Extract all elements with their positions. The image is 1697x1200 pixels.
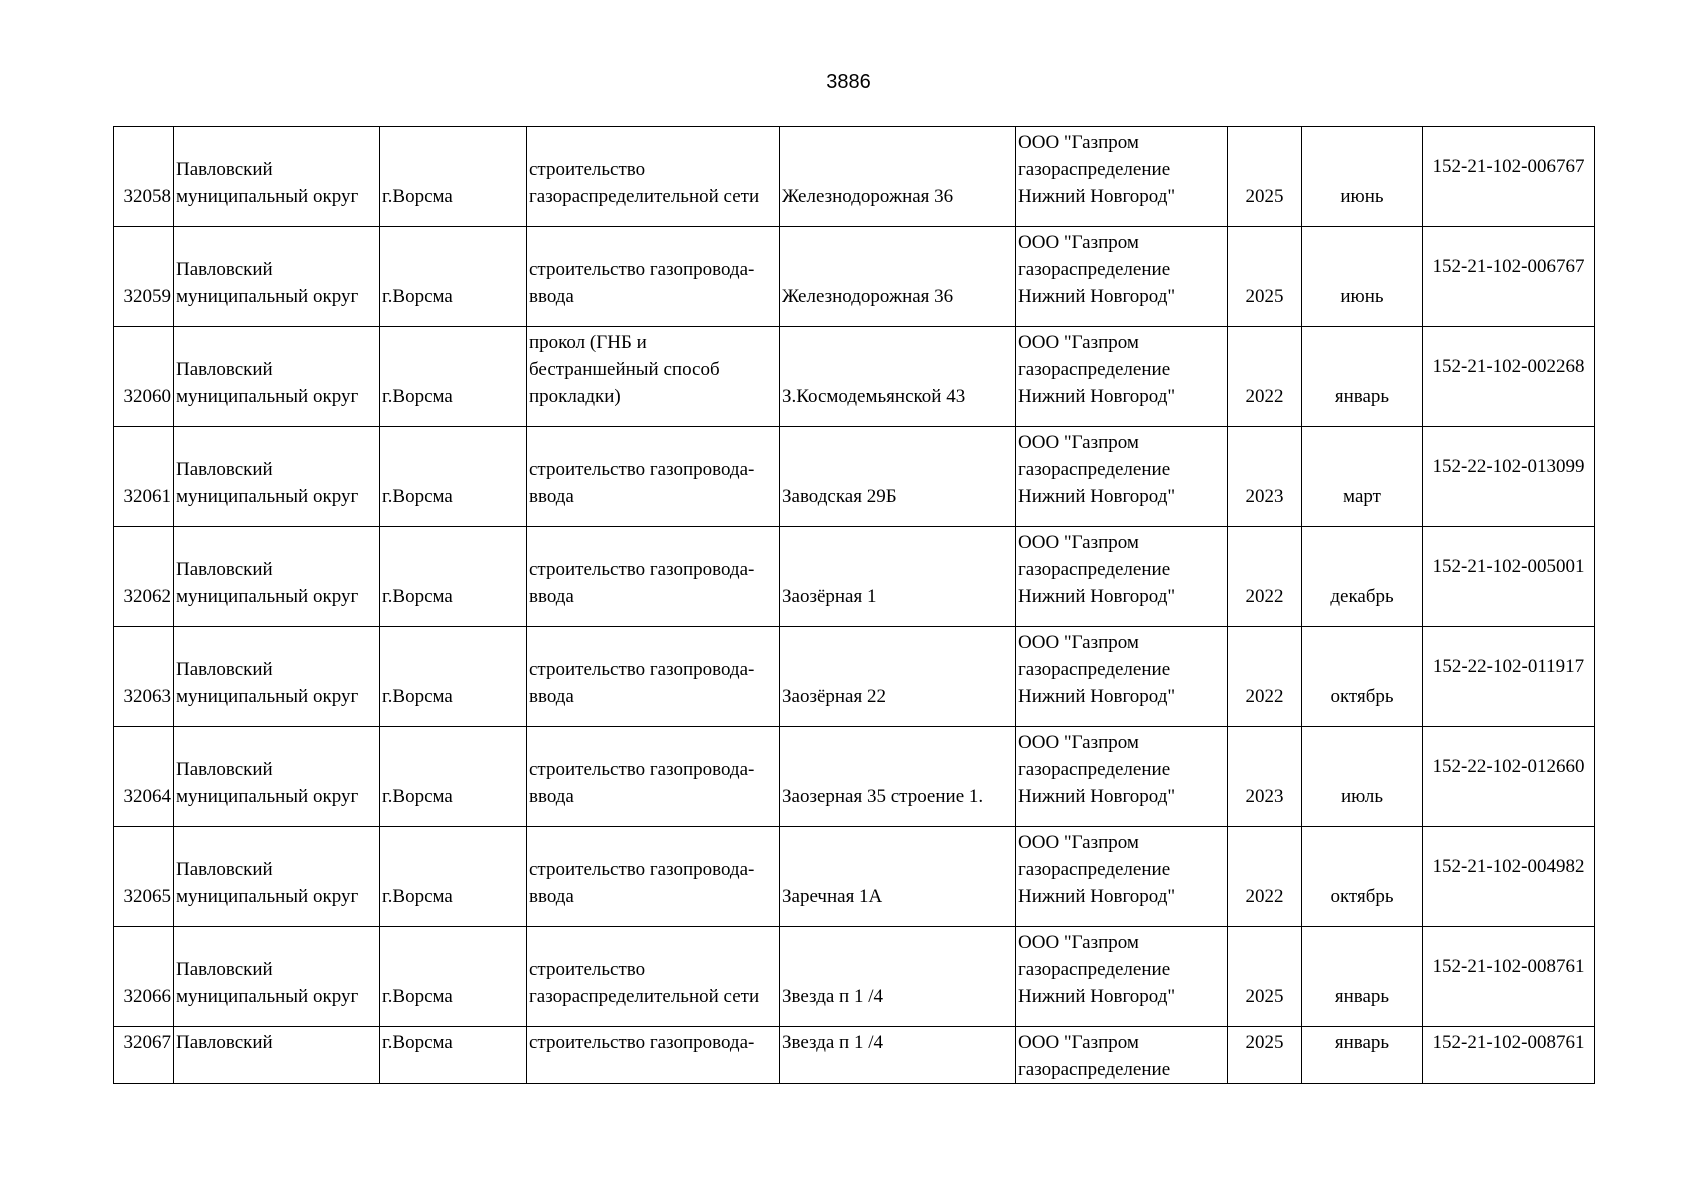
organization-cell-line: газораспределение — [1018, 359, 1171, 380]
code-cell: 152-21-102-006767 — [1423, 127, 1595, 227]
work-type-cell-line: бестраншейный способ — [529, 359, 720, 380]
organization-cell — [1016, 1027, 1228, 1084]
table-row — [114, 327, 1595, 427]
organization-cell-line: ООО "Газпром — [1018, 432, 1139, 453]
work-type-cell-line: строительство газопровода- — [529, 759, 755, 780]
registry-table — [113, 126, 1595, 1084]
settlement-cell: г.Ворсма — [380, 1027, 527, 1084]
address-cell: Заозёрная 22 — [780, 627, 1016, 727]
code-cell: 152-21-102-005001 — [1423, 527, 1595, 627]
district-cell: Павловский муниципальный округ — [174, 627, 380, 727]
work-type-cell — [527, 227, 780, 327]
district-cell: Павловский муниципальный округ — [174, 727, 380, 827]
address-cell: Заозерная 35 строение 1. — [780, 727, 1016, 827]
table-row — [114, 127, 1595, 227]
organization-cell — [1016, 327, 1228, 427]
work-type-cell-line: строительство газопровода- — [529, 259, 755, 280]
table-row — [114, 827, 1595, 927]
row-number-cell: 32067 — [114, 1027, 174, 1084]
work-type-cell-line: строительство — [529, 159, 646, 180]
month-cell: июль — [1302, 727, 1423, 827]
organization-cell-line: ООО "Газпром — [1018, 732, 1139, 753]
work-type-cell-line: ввода — [529, 586, 574, 607]
code-cell: 152-21-102-002268 — [1423, 327, 1595, 427]
registry-body — [114, 127, 1595, 1084]
organization-cell-line: ООО "Газпром — [1018, 532, 1139, 553]
code-cell: 152-21-102-004982 — [1423, 827, 1595, 927]
year-cell: 2023 — [1228, 427, 1302, 527]
organization-cell-line: ООО "Газпром — [1018, 632, 1139, 653]
code-cell: 152-22-102-011917 — [1423, 627, 1595, 727]
organization-cell-line: газораспределение — [1018, 1059, 1171, 1080]
year-cell: 2025 — [1228, 227, 1302, 327]
table-row — [114, 927, 1595, 1027]
work-type-cell — [527, 527, 780, 627]
code-cell: 152-21-102-008761 — [1423, 927, 1595, 1027]
organization-cell — [1016, 427, 1228, 527]
row-number-cell: 32062 — [114, 527, 174, 627]
table-row — [114, 1027, 1595, 1084]
settlement-cell: г.Ворсма — [380, 727, 527, 827]
organization-cell-line: газораспределение — [1018, 759, 1171, 780]
organization-cell-line: ООО "Газпром — [1018, 232, 1139, 253]
year-cell: 2022 — [1228, 627, 1302, 727]
work-type-cell-line: прокол (ГНБ и — [529, 332, 647, 353]
work-type-cell-line: строительство газопровода- — [529, 659, 755, 680]
work-type-cell-line: газораспределительной сети — [529, 186, 760, 207]
work-type-cell-line: строительство газопровода- — [529, 859, 755, 880]
settlement-cell: г.Ворсма — [380, 827, 527, 927]
organization-cell-line: Нижний Новгород" — [1018, 486, 1176, 507]
organization-cell — [1016, 227, 1228, 327]
organization-cell — [1016, 627, 1228, 727]
year-cell: 2025 — [1228, 127, 1302, 227]
settlement-cell: г.Ворсма — [380, 527, 527, 627]
row-number-cell: 32063 — [114, 627, 174, 727]
row-number-cell: 32061 — [114, 427, 174, 527]
table-row — [114, 227, 1595, 327]
district-cell: Павловский муниципальный округ — [174, 927, 380, 1027]
work-type-cell-line: ввода — [529, 886, 574, 907]
organization-cell-line: Нижний Новгород" — [1018, 186, 1176, 207]
month-cell: январь — [1302, 327, 1423, 427]
work-type-cell-line: строительство — [529, 959, 646, 980]
table-row — [114, 527, 1595, 627]
month-cell: декабрь — [1302, 527, 1423, 627]
settlement-cell: г.Ворсма — [380, 927, 527, 1027]
settlement-cell: г.Ворсма — [380, 327, 527, 427]
year-cell: 2022 — [1228, 827, 1302, 927]
organization-cell-line: Нижний Новгород" — [1018, 786, 1176, 807]
organization-cell-line: Нижний Новгород" — [1018, 586, 1176, 607]
organization-cell-line: ООО "Газпром — [1018, 332, 1139, 353]
organization-cell-line: Нижний Новгород" — [1018, 886, 1176, 907]
month-cell: январь — [1302, 927, 1423, 1027]
work-type-cell — [527, 727, 780, 827]
work-type-cell — [527, 327, 780, 427]
table-row — [114, 627, 1595, 727]
row-number-cell: 32058 — [114, 127, 174, 227]
month-cell: октябрь — [1302, 627, 1423, 727]
work-type-cell-line: строительство газопровода- — [529, 1032, 755, 1053]
organization-cell-line: газораспределение — [1018, 659, 1171, 680]
work-type-cell-line: ввода — [529, 686, 574, 707]
work-type-cell — [527, 427, 780, 527]
page-number: 3886 — [826, 71, 871, 93]
work-type-cell — [527, 927, 780, 1027]
organization-cell-line: Нижний Новгород" — [1018, 386, 1176, 407]
month-cell: июнь — [1302, 227, 1423, 327]
table-row — [114, 427, 1595, 527]
organization-cell-line: ООО "Газпром — [1018, 132, 1139, 153]
settlement-cell: г.Ворсма — [380, 227, 527, 327]
district-cell: Павловский — [174, 1027, 380, 1084]
address-cell: Заозёрная 1 — [780, 527, 1016, 627]
year-cell: 2025 — [1228, 927, 1302, 1027]
month-cell: октябрь — [1302, 827, 1423, 927]
organization-cell — [1016, 127, 1228, 227]
organization-cell-line: газораспределение — [1018, 259, 1171, 280]
organization-cell-line: Нижний Новгород" — [1018, 686, 1176, 707]
district-cell: Павловский муниципальный округ — [174, 527, 380, 627]
work-type-cell — [527, 1027, 780, 1084]
year-cell: 2022 — [1228, 527, 1302, 627]
organization-cell-line: газораспределение — [1018, 559, 1171, 580]
table-row — [114, 727, 1595, 827]
organization-cell — [1016, 727, 1228, 827]
work-type-cell — [527, 127, 780, 227]
address-cell: Заводская 29Б — [780, 427, 1016, 527]
work-type-cell-line: строительство газопровода- — [529, 559, 755, 580]
code-cell: 152-21-102-006767 — [1423, 227, 1595, 327]
settlement-cell: г.Ворсма — [380, 627, 527, 727]
organization-cell-line: ООО "Газпром — [1018, 1032, 1139, 1053]
row-number-cell: 32064 — [114, 727, 174, 827]
year-cell: 2022 — [1228, 327, 1302, 427]
organization-cell-line: ООО "Газпром — [1018, 832, 1139, 853]
settlement-cell: г.Ворсма — [380, 427, 527, 527]
organization-cell-line: Нижний Новгород" — [1018, 286, 1176, 307]
organization-cell-line: газораспределение — [1018, 459, 1171, 480]
work-type-cell-line: прокладки) — [529, 386, 621, 407]
address-cell: Железнодорожная 36 — [780, 227, 1016, 327]
row-number-cell: 32060 — [114, 327, 174, 427]
work-type-cell-line: ввода — [529, 786, 574, 807]
organization-cell — [1016, 927, 1228, 1027]
district-cell: Павловский муниципальный округ — [174, 227, 380, 327]
district-cell: Павловский муниципальный округ — [174, 327, 380, 427]
settlement-cell: г.Ворсма — [380, 127, 527, 227]
row-number-cell: 32065 — [114, 827, 174, 927]
address-cell: Заречная 1А — [780, 827, 1016, 927]
code-cell: 152-21-102-008761 — [1423, 1027, 1595, 1084]
work-type-cell-line: газораспределительной сети — [529, 986, 760, 1007]
year-cell: 2023 — [1228, 727, 1302, 827]
work-type-cell — [527, 827, 780, 927]
year-cell: 2025 — [1228, 1027, 1302, 1084]
month-cell: январь — [1302, 1027, 1423, 1084]
district-cell: Павловский муниципальный округ — [174, 427, 380, 527]
month-cell: июнь — [1302, 127, 1423, 227]
district-cell: Павловский муниципальный округ — [174, 827, 380, 927]
address-cell: Железнодорожная 36 — [780, 127, 1016, 227]
district-cell: Павловский муниципальный округ — [174, 127, 380, 227]
organization-cell — [1016, 827, 1228, 927]
row-number-cell: 32066 — [114, 927, 174, 1027]
organization-cell-line: газораспределение — [1018, 859, 1171, 880]
work-type-cell-line: ввода — [529, 486, 574, 507]
organization-cell-line: ООО "Газпром — [1018, 932, 1139, 953]
work-type-cell-line: строительство газопровода- — [529, 459, 755, 480]
code-cell: 152-22-102-012660 — [1423, 727, 1595, 827]
work-type-cell — [527, 627, 780, 727]
organization-cell-line: Нижний Новгород" — [1018, 986, 1176, 1007]
organization-cell — [1016, 527, 1228, 627]
address-cell: Звезда п 1 /4 — [780, 1027, 1016, 1084]
organization-cell-line: газораспределение — [1018, 159, 1171, 180]
organization-cell-line: газораспределение — [1018, 959, 1171, 980]
code-cell: 152-22-102-013099 — [1423, 427, 1595, 527]
work-type-cell-line: ввода — [529, 286, 574, 307]
address-cell: З.Космодемьянской 43 — [780, 327, 1016, 427]
address-cell: Звезда п 1 /4 — [780, 927, 1016, 1027]
month-cell: март — [1302, 427, 1423, 527]
row-number-cell: 32059 — [114, 227, 174, 327]
